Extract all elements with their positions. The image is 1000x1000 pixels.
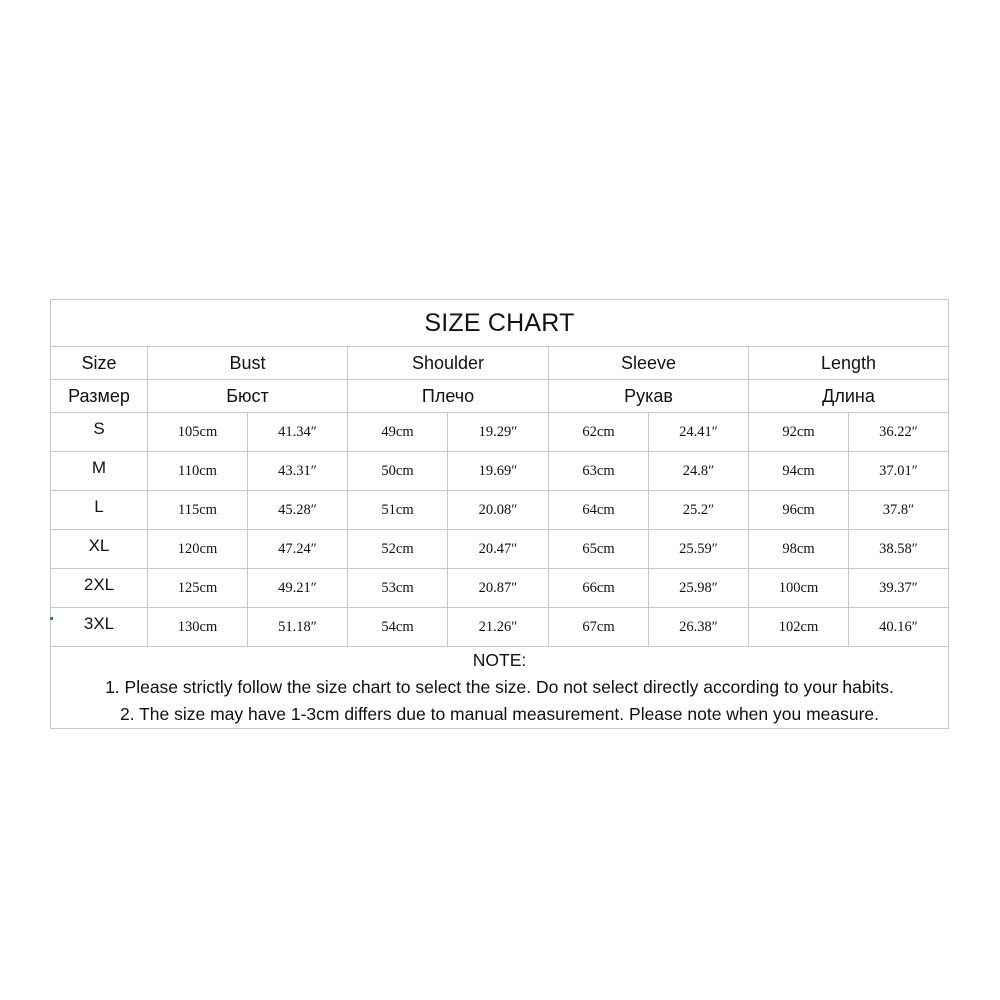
length-cm: 94cm — [749, 452, 849, 491]
header-size: Size — [51, 347, 148, 380]
sleeve-cm: 66cm — [549, 569, 649, 608]
bust-cm: 125cm — [148, 569, 248, 608]
table-row — [51, 569, 949, 608]
header-size-ru: Размер — [51, 380, 148, 413]
length-in: 38.58″ — [849, 530, 949, 569]
header-row-ru — [51, 380, 949, 413]
bust-in: 41.34″ — [248, 413, 348, 452]
header-row-en — [51, 347, 949, 380]
bust-in: 51.18″ — [248, 608, 348, 647]
bust-cm: 120cm — [148, 530, 248, 569]
table-row — [51, 452, 949, 491]
shoulder-cm: 50cm — [348, 452, 448, 491]
length-cm: 100cm — [749, 569, 849, 608]
header-length: Length — [749, 347, 949, 380]
size-chart-table — [50, 299, 949, 729]
length-in: 37.01″ — [849, 452, 949, 491]
shoulder-cm: 54cm — [348, 608, 448, 647]
bust-cm: 115cm — [148, 491, 248, 530]
shoulder-in: 19.69″ — [448, 452, 549, 491]
size-chart — [50, 299, 948, 729]
shoulder-in: 20.47″ — [448, 530, 549, 569]
note-heading: NOTE: — [472, 650, 527, 670]
sleeve-cm: 62cm — [549, 413, 649, 452]
table-row — [51, 491, 949, 530]
shoulder-in: 20.87″ — [448, 569, 549, 608]
size-label: 3XL — [51, 608, 148, 647]
header-shoulder: Shoulder — [348, 347, 549, 380]
length-cm: 92cm — [749, 413, 849, 452]
header-length-ru: Длина — [749, 380, 949, 413]
length-cm: 96cm — [749, 491, 849, 530]
corner-mark — [50, 617, 53, 620]
shoulder-in: 19.29″ — [448, 413, 549, 452]
header-bust: Bust — [148, 347, 348, 380]
sleeve-cm: 67cm — [549, 608, 649, 647]
table-row — [51, 413, 949, 452]
sleeve-cm: 63cm — [549, 452, 649, 491]
size-label: L — [51, 491, 148, 530]
shoulder-cm: 51cm — [348, 491, 448, 530]
chart-title: SIZE CHART — [51, 300, 949, 347]
table-row — [51, 530, 949, 569]
length-cm: 98cm — [749, 530, 849, 569]
size-label: M — [51, 452, 148, 491]
shoulder-cm: 49cm — [348, 413, 448, 452]
header-sleeve-ru: Рукав — [549, 380, 749, 413]
table-row — [51, 608, 949, 647]
bust-in: 45.28″ — [248, 491, 348, 530]
sleeve-in: 25.59″ — [649, 530, 749, 569]
shoulder-cm: 52cm — [348, 530, 448, 569]
sleeve-in: 26.38″ — [649, 608, 749, 647]
length-in: 36.22″ — [849, 413, 949, 452]
length-in: 40.16″ — [849, 608, 949, 647]
bust-in: 43.31″ — [248, 452, 348, 491]
note-line-1: 1. Please strictly follow the size chart to select the size. Do not select directly according to your habits. — [105, 677, 894, 697]
shoulder-in: 20.08″ — [448, 491, 549, 530]
bust-cm: 130cm — [148, 608, 248, 647]
sleeve-in: 25.2″ — [649, 491, 749, 530]
note-line-2: 2. The size may have 1-3cm differs due to manual measurement. Please note when you measure. — [119, 704, 880, 724]
header-sleeve: Sleeve — [549, 347, 749, 380]
length-in: 39.37″ — [849, 569, 949, 608]
size-label: 2XL — [51, 569, 148, 608]
sleeve-in: 24.41″ — [649, 413, 749, 452]
sleeve-cm: 64cm — [549, 491, 649, 530]
size-label: S — [51, 413, 148, 452]
length-in: 37.8″ — [849, 491, 949, 530]
bust-cm: 110cm — [148, 452, 248, 491]
header-shoulder-ru: Плечо — [348, 380, 549, 413]
size-label: XL — [51, 530, 148, 569]
sleeve-in: 24.8″ — [649, 452, 749, 491]
shoulder-cm: 53cm — [348, 569, 448, 608]
bust-cm: 105cm — [148, 413, 248, 452]
length-cm: 102cm — [749, 608, 849, 647]
bust-in: 49.21″ — [248, 569, 348, 608]
header-bust-ru: Бюст — [148, 380, 348, 413]
note-block — [51, 647, 949, 729]
shoulder-in: 21.26″ — [448, 608, 549, 647]
bust-in: 47.24″ — [248, 530, 348, 569]
sleeve-in: 25.98″ — [649, 569, 749, 608]
sleeve-cm: 65cm — [549, 530, 649, 569]
